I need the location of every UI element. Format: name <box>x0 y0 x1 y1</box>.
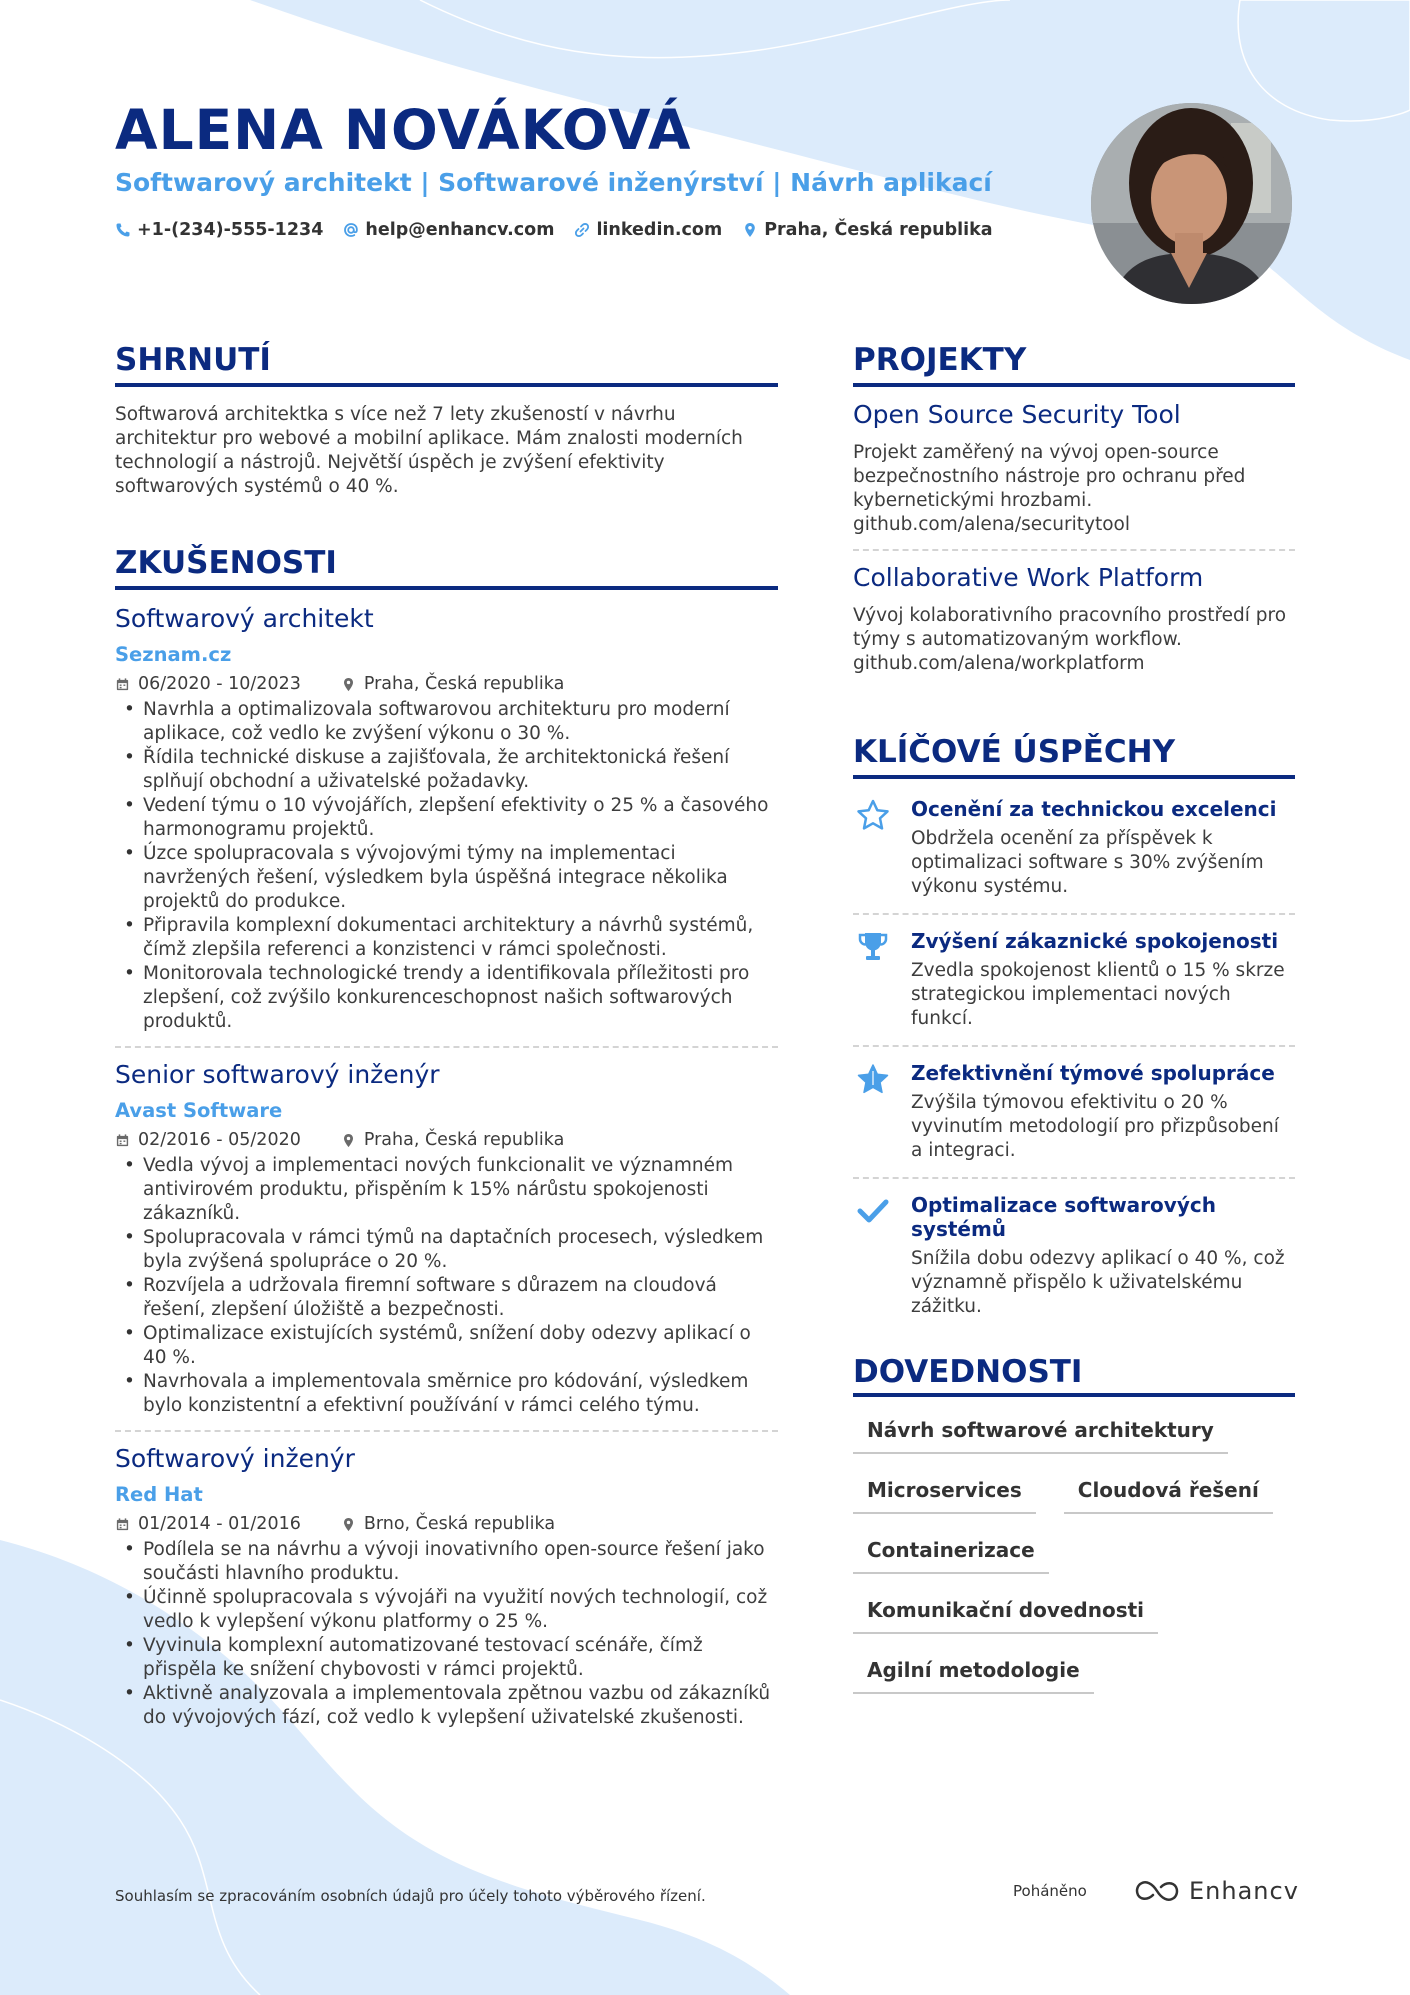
bullet-item: • Úzce spolupracovala s vývojovými týmy na implementaci navržených řešení, výsledkem byla úspěšná integrace několika projektů do produkce. <box>115 842 778 914</box>
divider <box>115 1046 778 1048</box>
bullet-item: • Spolupracovala v rámci týmů na daptačních procesech, výsledkem byla zvýšená spolupráce o 20 %. <box>115 1226 778 1274</box>
skill-tag: Microservices <box>853 1478 1036 1514</box>
job-bullets <box>115 1538 778 1730</box>
bullet-item: • Vyvinula komplexní automatizované testovací scénáře, čímž přispěla ke snížení chybovosti v rámci projektů. <box>115 1634 778 1682</box>
contact-location <box>742 220 992 240</box>
skills-rule <box>853 1393 1295 1397</box>
job-dates: 06/2020 - 10/2023 <box>138 674 301 694</box>
achievements-list <box>853 797 1295 1319</box>
calendar-icon <box>115 1133 130 1148</box>
divider <box>853 1177 1295 1179</box>
summary-rule <box>115 383 778 387</box>
job-company: Red Hat <box>115 1483 203 1506</box>
job-meta <box>115 1514 778 1534</box>
project-title: Open Source Security Tool <box>853 400 1181 429</box>
skills-list <box>853 1418 1295 1718</box>
experience-heading: ZKUŠENOSTI <box>115 545 337 581</box>
contact-phone[interactable] <box>115 220 323 240</box>
divider <box>853 913 1295 915</box>
location-pin-icon <box>341 1517 356 1532</box>
divider <box>853 1045 1295 1047</box>
job-location: Brno, Česká republika <box>363 1514 556 1534</box>
at-icon <box>343 222 359 238</box>
bullet-item: • Optimalizace existujících systémů, snížení doby odezvy aplikací o 40 %. <box>115 1322 778 1370</box>
skills-heading: DOVEDNOSTI <box>853 1354 1083 1390</box>
contact-email[interactable] <box>343 220 554 240</box>
achievements-rule <box>853 775 1295 779</box>
project-entry <box>853 563 1295 676</box>
job-meta <box>115 674 778 694</box>
project-description: Vývoj kolaborativního pracovního prostředí pro týmy s automatizovaným workflow. github.com/alena/workplatform <box>853 605 1287 674</box>
skill-tag: Komunikační dovednosti <box>853 1598 1158 1634</box>
achievement-title: Zvýšení zákaznické spokojenosti <box>911 929 1279 953</box>
link-icon <box>574 222 590 238</box>
bullet-item: • Aktivně analyzovala a implementovala zpětnou vazbu od zákazníků do vývojových fází, což vedlo k vylepšení uživatelské zkušenosti. <box>115 1682 778 1730</box>
contact-linkedin[interactable] <box>574 220 722 240</box>
bullet-item: • Navrhovala a implementovala směrnice pro kódování, výsledkem bylo konzistentní a efektivní používání v rámci celého týmu. <box>115 1370 778 1418</box>
achievement-entry <box>853 929 1295 1031</box>
bullet-item: • Rozvíjela a udržovala firemní software s důrazem na cloudová řešení, zlepšení úložiště a bezpečnosti. <box>115 1274 778 1322</box>
achievement-title: Zefektivnění týmové spolupráce <box>911 1061 1275 1085</box>
achievement-text: Obdržela ocenění za příspěvek k optimalizaci software s 30% zvýšením výkonu systému. <box>911 828 1264 897</box>
job-location: Praha, Česká republika <box>363 1130 565 1150</box>
bullet-item: • Řídila technické diskuse a zajišťovala, že architektonická řešení splňují obchodní a uživatelské požadavky. <box>115 746 778 794</box>
star-outline-icon <box>856 799 890 831</box>
job-meta <box>115 1130 778 1150</box>
phone-icon <box>115 222 131 238</box>
job-title: Softwarový architekt <box>115 604 374 633</box>
contact-linkedin-text: linkedin.com <box>596 220 723 240</box>
contact-email-text: help@enhancv.com <box>365 220 555 240</box>
bullet-item: • Navrhla a optimalizovala softwarovou architekturu pro moderní aplikace, což vedlo ke zvýšení výkonu o 30 %. <box>115 698 778 746</box>
bullet-item: • Účinně spolupracovala s vývojáři na využití nových technologií, což vedlo k vylepšení výkonu platformy o 25 %. <box>115 1586 778 1634</box>
calendar-icon <box>115 677 130 692</box>
achievement-title: Ocenění za technickou excelenci <box>911 797 1277 821</box>
skill-tag: Cloudová řešení <box>1064 1478 1273 1514</box>
contact-phone-text: +1-(234)-555-1234 <box>137 220 324 240</box>
skill-tag: Containerizace <box>853 1538 1049 1574</box>
achievement-text: Snížila dobu odezvy aplikací o 40 %, což významně přispělo k uživatelskému zážitku. <box>911 1248 1285 1317</box>
divider <box>115 1430 778 1432</box>
job-entry <box>115 1444 778 1730</box>
star-filled-icon <box>856 1063 890 1095</box>
bullet-item: • Vedla vývoj a implementaci nových funkcionalit ve významném antivirovém produktu, přispěním k 15% nárůstu spokojenosti zákazníků. <box>115 1154 778 1226</box>
summary-heading: SHRNUTÍ <box>115 342 271 378</box>
job-company: Seznam.cz <box>115 643 232 666</box>
achievement-title: Optimalizace softwarových systémů <box>911 1193 1216 1241</box>
contact-location-text: Praha, Česká republika <box>764 220 993 240</box>
job-title: Senior softwarový inženýr <box>115 1060 440 1089</box>
achievement-text: Zvedla spokojenost klientů o 15 % skrze strategickou implementaci nových funkcí. <box>911 960 1285 1029</box>
job-dates: 01/2014 - 01/2016 <box>138 1514 301 1534</box>
calendar-icon <box>115 1517 130 1532</box>
job-company: Avast Software <box>115 1099 283 1122</box>
bullet-item: • Připravila komplexní dokumentaci architektury a návrhů systémů, čímž zlepšila referenci a konzistenci v rámci společnosti. <box>115 914 778 962</box>
projects-list <box>853 400 1295 676</box>
summary-text: Softwarová architektka s více než 7 lety zkušeností v návrhu architektur pro webové a mobilní aplikace. Mám znalosti moderních technologií a nástrojů. Největší úspěch je zvýšení efektivity softwarových systémů o 40 %. <box>115 404 743 497</box>
bullet-item: • Vedení týmu o 10 vývojářích, zlepšení efektivity o 25 % a časového harmonogramu projektů. <box>115 794 778 842</box>
profile-photo <box>1091 103 1292 304</box>
job-dates: 02/2016 - 05/2020 <box>138 1130 301 1150</box>
achievement-text: Zvýšila týmovou efektivitu o 20 % vyvinutím metodologií pro přizpůsobení a integraci. <box>911 1092 1279 1161</box>
bullet-item: • Podílela se na návrhu a vývoji inovativního open-source řešení jako součásti hlavního produktu. <box>115 1538 778 1586</box>
consent-note: Souhlasím se zpracováním osobních údajů pro účely tohoto výběrového řízení. <box>115 1887 706 1905</box>
powered-by-label: Poháněno <box>1013 1882 1087 1900</box>
project-description: Projekt zaměřený na vývoj open-source bezpečnostního nástroje pro ochranu před kybernetickými hrozbami. github.com/alena/securitytool <box>853 442 1246 535</box>
job-entry <box>115 604 778 1034</box>
projects-heading: PROJEKTY <box>853 342 1027 378</box>
job-entry <box>115 1060 778 1418</box>
experience-rule <box>115 586 778 590</box>
location-pin-icon <box>341 1133 356 1148</box>
skill-tag: Návrh softwarové architektury <box>853 1418 1228 1454</box>
brand-name: Enhancv <box>1189 1877 1299 1905</box>
contact-bar <box>115 220 993 240</box>
enhancv-logo[interactable] <box>1133 1877 1299 1905</box>
divider <box>853 549 1295 551</box>
achievement-entry <box>853 797 1295 899</box>
location-pin-icon <box>341 677 356 692</box>
job-title: Softwarový inženýr <box>115 1444 355 1473</box>
bullet-item: • Monitorovala technologické trendy a identifikovala příležitosti pro zlepšení, což zvýšilo konkurenceschopnost našich softwarových produktů. <box>115 962 778 1034</box>
achievements-heading: KLÍČOVÉ ÚSPĚCHY <box>853 734 1176 770</box>
candidate-subtitle: Softwarový architekt | Softwarové inženýrství | Návrh aplikací <box>115 168 992 197</box>
project-title: Collaborative Work Platform <box>853 563 1204 592</box>
checkmark-icon <box>856 1195 890 1227</box>
job-bullets <box>115 1154 778 1418</box>
job-bullets <box>115 698 778 1034</box>
projects-rule <box>853 383 1295 387</box>
job-location: Praha, Česká republika <box>363 674 565 694</box>
trophy-icon <box>856 931 890 963</box>
achievement-entry <box>853 1061 1295 1163</box>
location-pin-icon <box>742 222 758 238</box>
experience-list <box>115 604 778 1730</box>
skill-tag: Agilní metodologie <box>853 1658 1094 1694</box>
infinity-logo-icon <box>1133 1878 1181 1904</box>
candidate-name: ALENA NOVÁKOVÁ <box>115 98 692 162</box>
project-entry <box>853 400 1295 537</box>
achievement-entry <box>853 1193 1295 1319</box>
